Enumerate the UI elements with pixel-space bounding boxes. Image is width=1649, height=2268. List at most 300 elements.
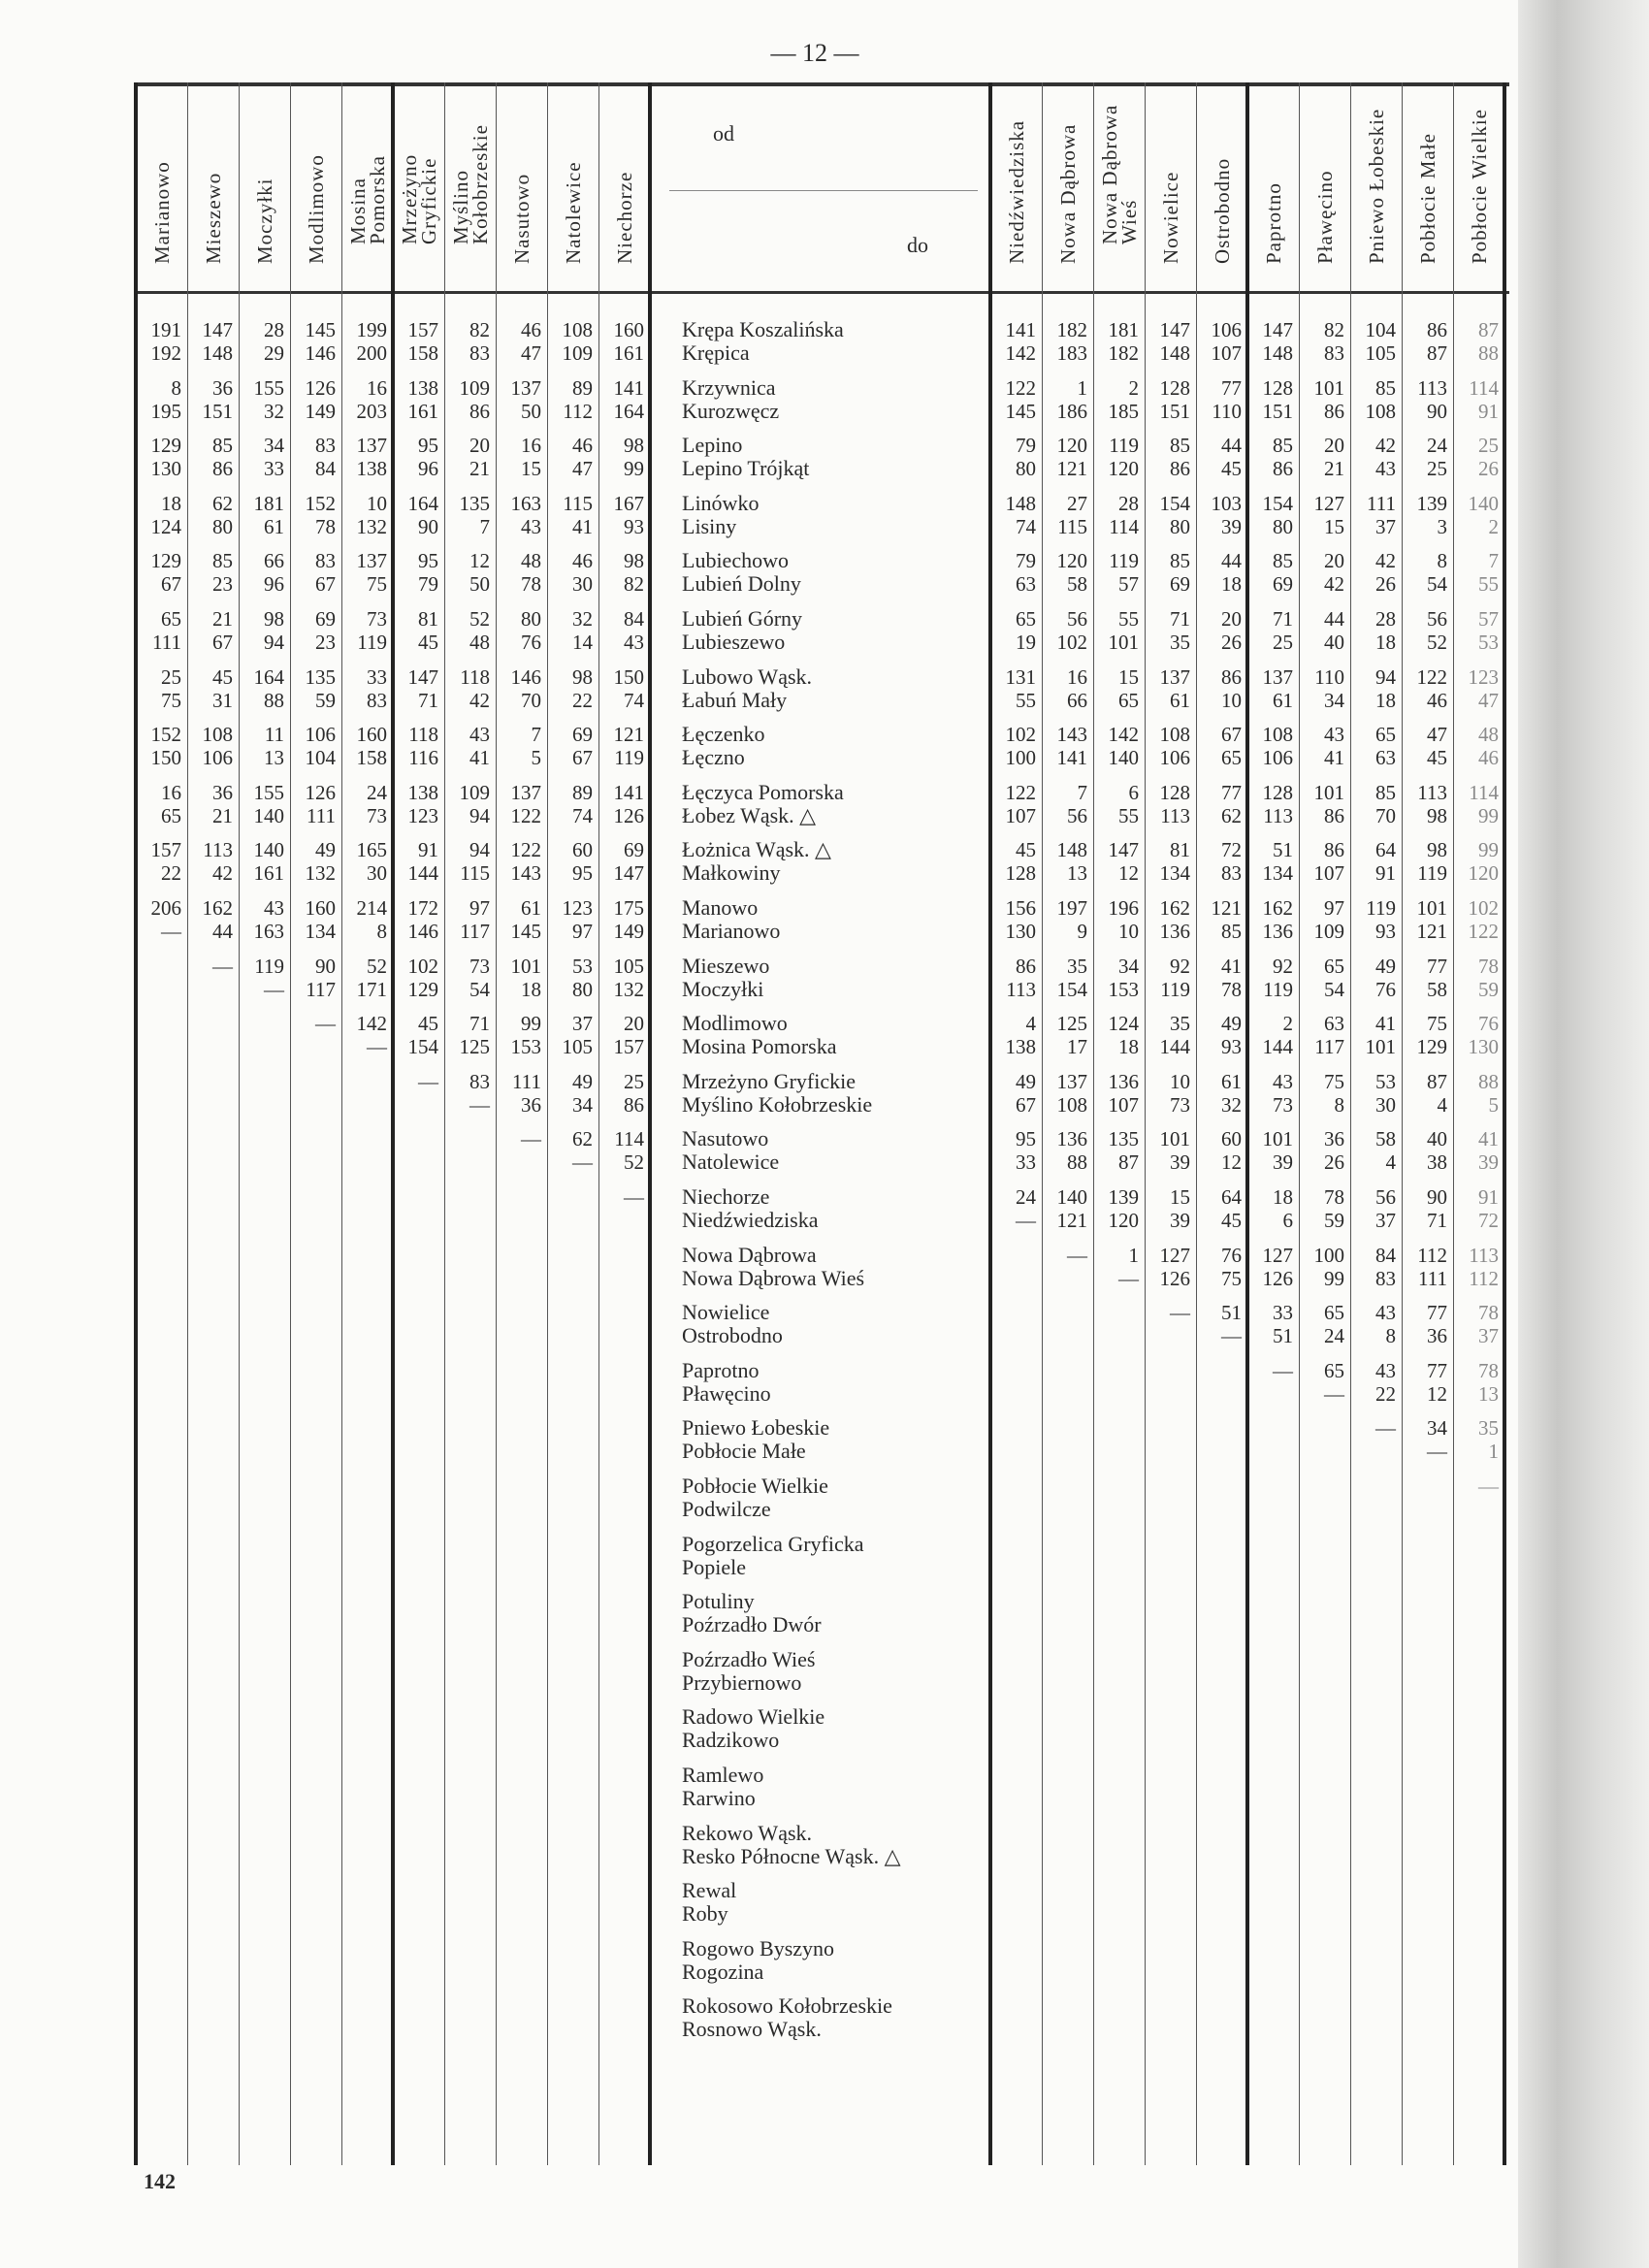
distance-value: 104 — [305, 746, 336, 770]
distance-value: 81 — [418, 607, 438, 631]
place-name: Lubień Dolny — [682, 571, 801, 597]
distance-value: 45 — [1221, 1209, 1242, 1232]
distance-value: 101 — [1313, 780, 1344, 804]
distance-value: 46 — [572, 549, 593, 573]
distance-value: 51 — [1221, 1301, 1242, 1325]
distance-value: 101 — [1313, 375, 1344, 400]
distance-value: 85 — [212, 549, 233, 573]
distance-value: 23 — [212, 572, 233, 597]
from-label: od — [713, 121, 734, 146]
distance-value: 103 — [1211, 491, 1242, 515]
distance-value: 148 — [1159, 341, 1190, 365]
column-header — [1247, 89, 1299, 283]
distance-value: 122 — [510, 803, 541, 827]
distance-value: 33 — [264, 457, 284, 481]
distance-value: 46 — [572, 434, 593, 458]
distance-value: 135 — [1108, 1127, 1139, 1151]
distance-value: 121 — [1056, 457, 1087, 481]
distance-value: 164 — [613, 399, 644, 423]
distance-value: — — [367, 1035, 387, 1059]
distance-value: 199 — [356, 318, 387, 341]
distance-value: 75 — [161, 688, 181, 712]
distance-value: 126 — [1159, 1266, 1190, 1290]
place-name: Podwilcze — [682, 1497, 771, 1521]
place-name: Rogozina — [682, 1959, 764, 1984]
distance-value: 15 — [1118, 664, 1139, 689]
distance-value: 36 — [1324, 1127, 1344, 1151]
distance-value: 17 — [1067, 1035, 1087, 1059]
distance-value: 171 — [356, 977, 387, 1001]
distance-value: 42 — [469, 688, 490, 712]
distance-value: 117 — [460, 920, 490, 943]
column-header — [547, 89, 598, 283]
distance-value: 80 — [1273, 514, 1293, 538]
distance-value: 47 — [1478, 688, 1499, 712]
column-header-label: Paprotno — [1261, 182, 1285, 264]
distance-value: 108 — [1056, 1092, 1087, 1117]
place-name: Lepino — [682, 433, 743, 458]
distance-value: 63 — [1375, 746, 1396, 770]
column-header — [136, 89, 187, 283]
distance-value: 90 — [418, 514, 438, 538]
distance-value: 61 — [1221, 1069, 1242, 1093]
column-header — [1196, 89, 1247, 283]
distance-value: 88 — [1478, 1069, 1499, 1093]
distance-value: 148 — [1056, 838, 1087, 862]
distance-value: 18 — [1375, 631, 1396, 654]
distance-value: 87 — [1427, 1069, 1447, 1093]
distance-value: 26 — [1324, 1150, 1344, 1175]
distance-value: 137 — [1056, 1069, 1087, 1093]
distance-value: 80 — [1016, 457, 1036, 481]
distance-value: 33 — [1016, 1150, 1036, 1175]
distance-value: 37 — [1478, 1324, 1499, 1348]
distance-value: 83 — [1324, 341, 1344, 365]
distance-value: 140 — [253, 803, 284, 827]
distance-value: 125 — [1056, 1012, 1087, 1036]
column-rule — [1453, 82, 1454, 2165]
distance-value: 158 — [407, 341, 438, 365]
distance-value: 88 — [264, 688, 284, 712]
distance-value: 119 — [357, 631, 387, 654]
distance-value: 35 — [1478, 1416, 1499, 1441]
distance-value: 157 — [613, 1035, 644, 1059]
distance-value: 132 — [356, 514, 387, 538]
distance-value: 11 — [264, 723, 284, 747]
distance-value: 134 — [1262, 861, 1293, 886]
distance-value: 26 — [1478, 457, 1499, 481]
distance-value: 79 — [1016, 549, 1036, 573]
distance-value: 81 — [1170, 838, 1190, 862]
distance-value: 83 — [315, 549, 336, 573]
distance-value: 121 — [613, 723, 644, 747]
distance-value: 63 — [1324, 1012, 1344, 1036]
distance-value: 91 — [1478, 1185, 1499, 1209]
column-header — [187, 89, 239, 283]
distance-value: 109 — [1313, 920, 1344, 943]
distance-value: 135 — [459, 491, 490, 515]
distance-value: 101 — [510, 954, 541, 978]
distance-value: 26 — [1221, 631, 1242, 654]
distance-value: 102 — [1056, 631, 1087, 654]
place-name: Paprotno — [682, 1357, 760, 1382]
distance-value: 42 — [1324, 572, 1344, 597]
distance-value: 91 — [1478, 399, 1499, 423]
distance-value: 75 — [1221, 1266, 1242, 1290]
place-name: Rosnowo Wąsk. — [682, 2017, 822, 2042]
column-header-label: Modlimowo — [304, 154, 328, 264]
distance-value: 112 — [563, 399, 593, 423]
distance-value: 113 — [1417, 780, 1447, 804]
distance-value: 57 — [1118, 572, 1139, 597]
distance-value: 1 — [1128, 1243, 1139, 1267]
distance-value: 67 — [1016, 1092, 1036, 1117]
distance-value: 164 — [253, 664, 284, 689]
distance-value: 36 — [212, 780, 233, 804]
column-header-label: Pniewo Łobeskie — [1364, 108, 1388, 264]
distance-value: — — [1478, 1474, 1499, 1498]
distance-value: 29 — [264, 341, 284, 365]
distance-value: 80 — [521, 607, 541, 631]
distance-value: 145 — [1005, 399, 1036, 423]
distance-value: 47 — [572, 457, 593, 481]
distance-value: 35 — [1067, 954, 1087, 978]
distance-value: 86 — [1324, 399, 1344, 423]
column-header — [341, 89, 393, 283]
distance-value: 39 — [1170, 1150, 1190, 1175]
place-name: Pogorzelica Gryficka — [682, 1531, 864, 1556]
distance-value: 113 — [203, 838, 233, 862]
distance-value: 51 — [1273, 1324, 1293, 1348]
distance-value: 34 — [1324, 688, 1344, 712]
place-name: Rokosowo Kołobrzeskie — [682, 1993, 892, 2019]
distance-value: 52 — [367, 954, 387, 978]
distance-value: 126 — [305, 780, 336, 804]
distance-value: 124 — [150, 514, 181, 538]
distance-value: 80 — [212, 514, 233, 538]
distance-value: 53 — [572, 954, 593, 978]
place-name: Marianowo — [682, 919, 781, 943]
distance-value: 45 — [418, 1012, 438, 1036]
place-name: Radowo Wielkie — [682, 1704, 825, 1730]
column-header — [990, 89, 1042, 283]
distance-value: 183 — [1056, 341, 1087, 365]
distance-value: 86 — [1221, 664, 1242, 689]
distance-value: 158 — [356, 746, 387, 770]
distance-value: 165 — [356, 838, 387, 862]
distance-value: 44 — [1324, 607, 1344, 631]
distance-value: 119 — [1366, 896, 1396, 920]
distance-value: 124 — [1108, 1012, 1139, 1036]
distance-value: 119 — [1109, 549, 1139, 573]
page-number: — 12 — — [770, 39, 859, 67]
distance-value: 195 — [150, 399, 181, 423]
distance-value: 24 — [1427, 434, 1447, 458]
distance-value: 18 — [521, 977, 541, 1001]
distance-value: 144 — [407, 861, 438, 886]
distance-value: 84 — [315, 457, 336, 481]
distance-value: 20 — [624, 1012, 644, 1036]
distance-value: 90 — [315, 954, 336, 978]
distance-value: 96 — [264, 572, 284, 597]
distance-value: 196 — [1108, 896, 1139, 920]
distance-value: 147 — [202, 318, 233, 341]
distance-value: 142 — [1108, 723, 1139, 747]
distance-value: 55 — [1118, 803, 1139, 827]
distance-value: 90 — [1427, 1185, 1447, 1209]
distance-value: 65 — [1221, 746, 1242, 770]
distance-value: 119 — [1160, 977, 1190, 1001]
distance-value: 13 — [1067, 861, 1087, 886]
distance-value: 91 — [418, 838, 438, 862]
distance-value: 73 — [367, 803, 387, 827]
distance-value: 106 — [1262, 746, 1293, 770]
distance-value: 154 — [1056, 977, 1087, 1001]
footer-page-number: 142 — [144, 2169, 176, 2193]
distance-value: 86 — [1273, 457, 1293, 481]
column-header-label: Marianowo — [149, 161, 174, 264]
distance-value: 73 — [367, 607, 387, 631]
distance-value: 67 — [1221, 723, 1242, 747]
distance-value: 135 — [305, 664, 336, 689]
distance-value: — — [1375, 1416, 1396, 1441]
distance-value: 53 — [1478, 631, 1499, 654]
distance-value: 148 — [1005, 491, 1036, 515]
distance-value: 58 — [1375, 1127, 1396, 1151]
place-name: Nowielice — [682, 1300, 770, 1325]
distance-value: 137 — [1262, 664, 1293, 689]
distance-value: 154 — [1159, 491, 1190, 515]
distance-value: 120 — [1056, 434, 1087, 458]
column-header-label: Nasutowo — [509, 173, 534, 264]
place-name: Nowa Dąbrowa — [682, 1242, 817, 1267]
distance-value: 112 — [1469, 1266, 1499, 1290]
distance-value: 67 — [161, 572, 181, 597]
distance-value: 30 — [1375, 1092, 1396, 1117]
column-rule — [648, 82, 652, 2165]
column-header-label: Moczyłki — [252, 178, 276, 264]
distance-value: 121 — [1056, 1209, 1087, 1232]
distance-value: 162 — [202, 896, 233, 920]
distance-value: 98 — [624, 549, 644, 573]
distance-value: 150 — [613, 664, 644, 689]
distance-value: 123 — [1468, 664, 1499, 689]
distance-value: 18 — [1375, 688, 1396, 712]
distance-value: 137 — [510, 375, 541, 400]
distance-value: 65 — [161, 607, 181, 631]
distance-value: 154 — [407, 1035, 438, 1059]
distance-value: 127 — [1262, 1243, 1293, 1267]
distance-value: 84 — [624, 607, 644, 631]
column-header — [598, 89, 650, 283]
place-name: Małkowiny — [682, 860, 781, 886]
distance-value: 34 — [264, 434, 284, 458]
distance-value: 172 — [407, 896, 438, 920]
distance-value: 108 — [1159, 723, 1190, 747]
distance-value: 127 — [1313, 491, 1344, 515]
distance-value: 99 — [521, 1012, 541, 1036]
place-name: Lisiny — [682, 513, 737, 538]
distance-value: 16 — [521, 434, 541, 458]
distance-value: 71 — [1170, 607, 1190, 631]
distance-value: 98 — [1427, 803, 1447, 827]
distance-value: 41 — [1375, 1012, 1396, 1036]
distance-value: 82 — [1324, 318, 1344, 341]
distance-value: 101 — [1262, 1127, 1293, 1151]
distance-value: 35 — [1170, 631, 1190, 654]
distance-value: 41 — [572, 514, 593, 538]
distance-value: 131 — [1005, 664, 1036, 689]
distance-value: 95 — [418, 434, 438, 458]
distance-value: 55 — [1478, 572, 1499, 597]
distance-value: 136 — [1159, 920, 1190, 943]
distance-value: 83 — [1375, 1266, 1396, 1290]
distance-value: 37 — [1375, 514, 1396, 538]
distance-value: 128 — [1262, 780, 1293, 804]
distance-value: 77 — [1221, 375, 1242, 400]
distance-value: — — [1118, 1266, 1139, 1290]
distance-value: 109 — [459, 780, 490, 804]
distance-value: 87 — [1118, 1150, 1139, 1175]
distance-value: 129 — [407, 977, 438, 1001]
distance-value: 74 — [1016, 514, 1036, 538]
distance-value: 99 — [1478, 803, 1499, 827]
distance-value: 137 — [1159, 664, 1190, 689]
distance-value: 119 — [254, 954, 284, 978]
distance-value: 95 — [572, 861, 593, 886]
distance-value: 93 — [1375, 920, 1396, 943]
distance-value: 98 — [572, 664, 593, 689]
column-header — [1453, 89, 1504, 283]
distance-value: 105 — [1365, 341, 1396, 365]
distance-value: 130 — [150, 457, 181, 481]
distance-value: 59 — [315, 688, 336, 712]
distance-value: 32 — [264, 399, 284, 423]
column-rule — [1145, 82, 1146, 2165]
distance-value: 41 — [1324, 746, 1344, 770]
distance-value: 98 — [264, 607, 284, 631]
column-rule — [1299, 82, 1300, 2165]
distance-value: 43 — [1375, 1358, 1396, 1382]
distance-value: 16 — [161, 780, 181, 804]
distance-value: 113 — [1469, 1243, 1499, 1267]
distance-value: 18 — [161, 491, 181, 515]
distance-value: — — [1016, 1209, 1036, 1232]
distance-value: 78 — [315, 514, 336, 538]
distance-value: 150 — [150, 746, 181, 770]
distance-value: 147 — [1262, 318, 1293, 341]
distance-value: 28 — [264, 318, 284, 341]
distance-value: 42 — [1375, 549, 1396, 573]
distance-value: 77 — [1427, 954, 1447, 978]
distance-value: 62 — [1221, 803, 1242, 827]
distance-value: 197 — [1056, 896, 1087, 920]
distance-value: 25 — [1273, 631, 1293, 654]
distance-value: 117 — [306, 977, 336, 1001]
distance-value: 140 — [1468, 491, 1499, 515]
distance-value: 91 — [1375, 861, 1396, 886]
distance-value: 85 — [1170, 434, 1190, 458]
distance-value: 36 — [521, 1092, 541, 1117]
distance-value: 58 — [1427, 977, 1447, 1001]
distance-value: 73 — [469, 954, 490, 978]
distance-value: 8 — [1385, 1324, 1396, 1348]
column-rule — [341, 82, 342, 2165]
distance-value: 55 — [1118, 607, 1139, 631]
distance-value: 117 — [1314, 1035, 1344, 1059]
distance-value: 78 — [1478, 1358, 1499, 1382]
distance-value: 114 — [614, 1127, 644, 1151]
distance-value: 155 — [253, 780, 284, 804]
distance-value: 71 — [469, 1012, 490, 1036]
place-name: Lubieszewo — [682, 630, 786, 654]
distance-value: 61 — [1170, 688, 1190, 712]
distance-value: 27 — [1067, 491, 1087, 515]
distance-value: 145 — [510, 920, 541, 943]
distance-value: 105 — [613, 954, 644, 978]
distance-value: 56 — [1067, 803, 1087, 827]
distance-value: 112 — [1417, 1243, 1447, 1267]
distance-value: 107 — [1005, 803, 1036, 827]
distance-value: 54 — [469, 977, 490, 1001]
distance-value: 65 — [1324, 954, 1344, 978]
distance-value: 52 — [624, 1150, 644, 1175]
column-header-label: Pobłocie Małe — [1415, 133, 1439, 264]
column-header — [1350, 89, 1402, 283]
distance-value: 122 — [1468, 920, 1499, 943]
distance-value: 139 — [1416, 491, 1447, 515]
place-name: Pobłocie Wielkie — [682, 1474, 828, 1498]
distance-value: 157 — [150, 838, 181, 862]
distance-value: 99 — [1324, 1266, 1344, 1290]
distance-value: 34 — [1118, 954, 1139, 978]
distance-value: 114 — [1469, 375, 1499, 400]
distance-value: 86 — [212, 457, 233, 481]
distance-value: 92 — [1273, 954, 1293, 978]
distance-value: — — [315, 1012, 336, 1036]
distance-value: — — [212, 954, 233, 978]
distance-value: 122 — [510, 838, 541, 862]
distance-value: — — [572, 1150, 593, 1175]
distance-value: 67 — [315, 572, 336, 597]
distance-value: 25 — [1478, 434, 1499, 458]
column-header — [1093, 89, 1145, 283]
distance-value: 106 — [1159, 746, 1190, 770]
distance-value: 122 — [1416, 664, 1447, 689]
place-name: Ostrobodno — [682, 1323, 783, 1348]
distance-value: 128 — [1262, 375, 1293, 400]
distance-value: 43 — [1375, 457, 1396, 481]
distance-value: 43 — [1375, 1301, 1396, 1325]
distance-value: 38 — [1427, 1150, 1447, 1175]
distance-value: 78 — [1478, 1301, 1499, 1325]
distance-value: 78 — [1478, 954, 1499, 978]
distance-value: 62 — [212, 491, 233, 515]
column-rule — [1402, 82, 1403, 2165]
distance-value: 32 — [572, 607, 593, 631]
column-header-label: Nowa Dąbrowa Wieś — [1097, 104, 1141, 244]
distance-value: 25 — [1427, 457, 1447, 481]
distance-value: 30 — [367, 861, 387, 886]
distance-value: 89 — [572, 780, 593, 804]
place-name: Nasutowo — [682, 1126, 769, 1151]
distance-value: 13 — [264, 746, 284, 770]
distance-value: 18 — [1221, 572, 1242, 597]
distance-value: 79 — [418, 572, 438, 597]
distance-value: 50 — [469, 572, 490, 597]
distance-value: 56 — [1067, 607, 1087, 631]
distance-value: 10 — [367, 491, 387, 515]
